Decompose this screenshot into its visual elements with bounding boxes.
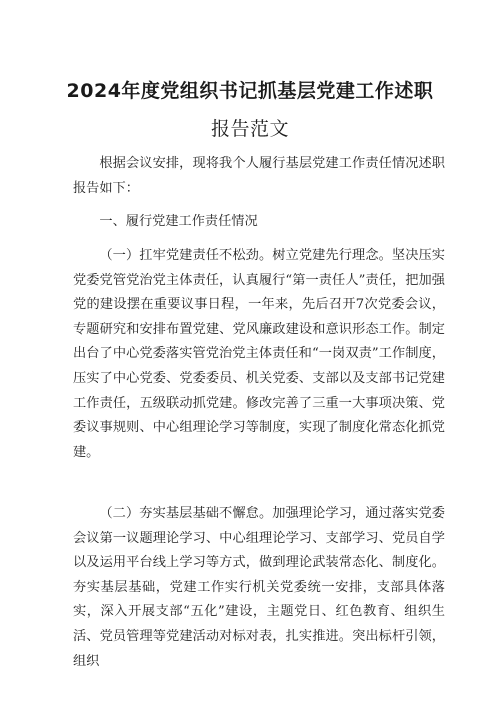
document-title-continued: 报告范文 — [210, 118, 289, 140]
intro-paragraph: 根据会议安排，现将我个人履行基层党建工作责任情况述职报告如下： — [73, 156, 445, 196]
body-paragraph-1: （一）扛牢党建责任不松劲。树立党建先行理念。坚决压实党委党管党治党主体责任，认真履行“第一责任人”责任，把加强党的建设摆在重要议事日程，一年来，先后召开7次党委会议，专题研究和安排布置党建、党风廉政建设和意识形态工作。制定出台了中心党委落实管党治党主体责任和“一岗双责”工作制度，压实了中心党委、党委委员、机关党委、支部以及支部书记党建工作责任，五级联动抓党建。修改完善了三重一大事项决策、党委议事规则、中心组理论学习等制度，实现了制度化常态化抓党建。 — [73, 248, 445, 460]
body-paragraph-2: （二）夯实基层基础不懈怠。加强理论学习，通过落实党委会议第一议题理论学习、中心组理论学习、支部学习、党员自学以及运用平台线上学习等方式，做到理论武装常态化、制度化。夯实基层基础，党建工作实行机关党委统一安排，支部具体落实，深入开展支部“五化”建设，主题党日、红色教育、组织生活、党员管理等党建活动对标对表，扎实推进。突出标杆引领，组织 — [73, 506, 445, 669]
section-heading: 一、履行党建工作责任情况 — [99, 214, 258, 229]
document-title: 2024年度党组织书记抓基层党建工作述职 — [66, 80, 434, 102]
